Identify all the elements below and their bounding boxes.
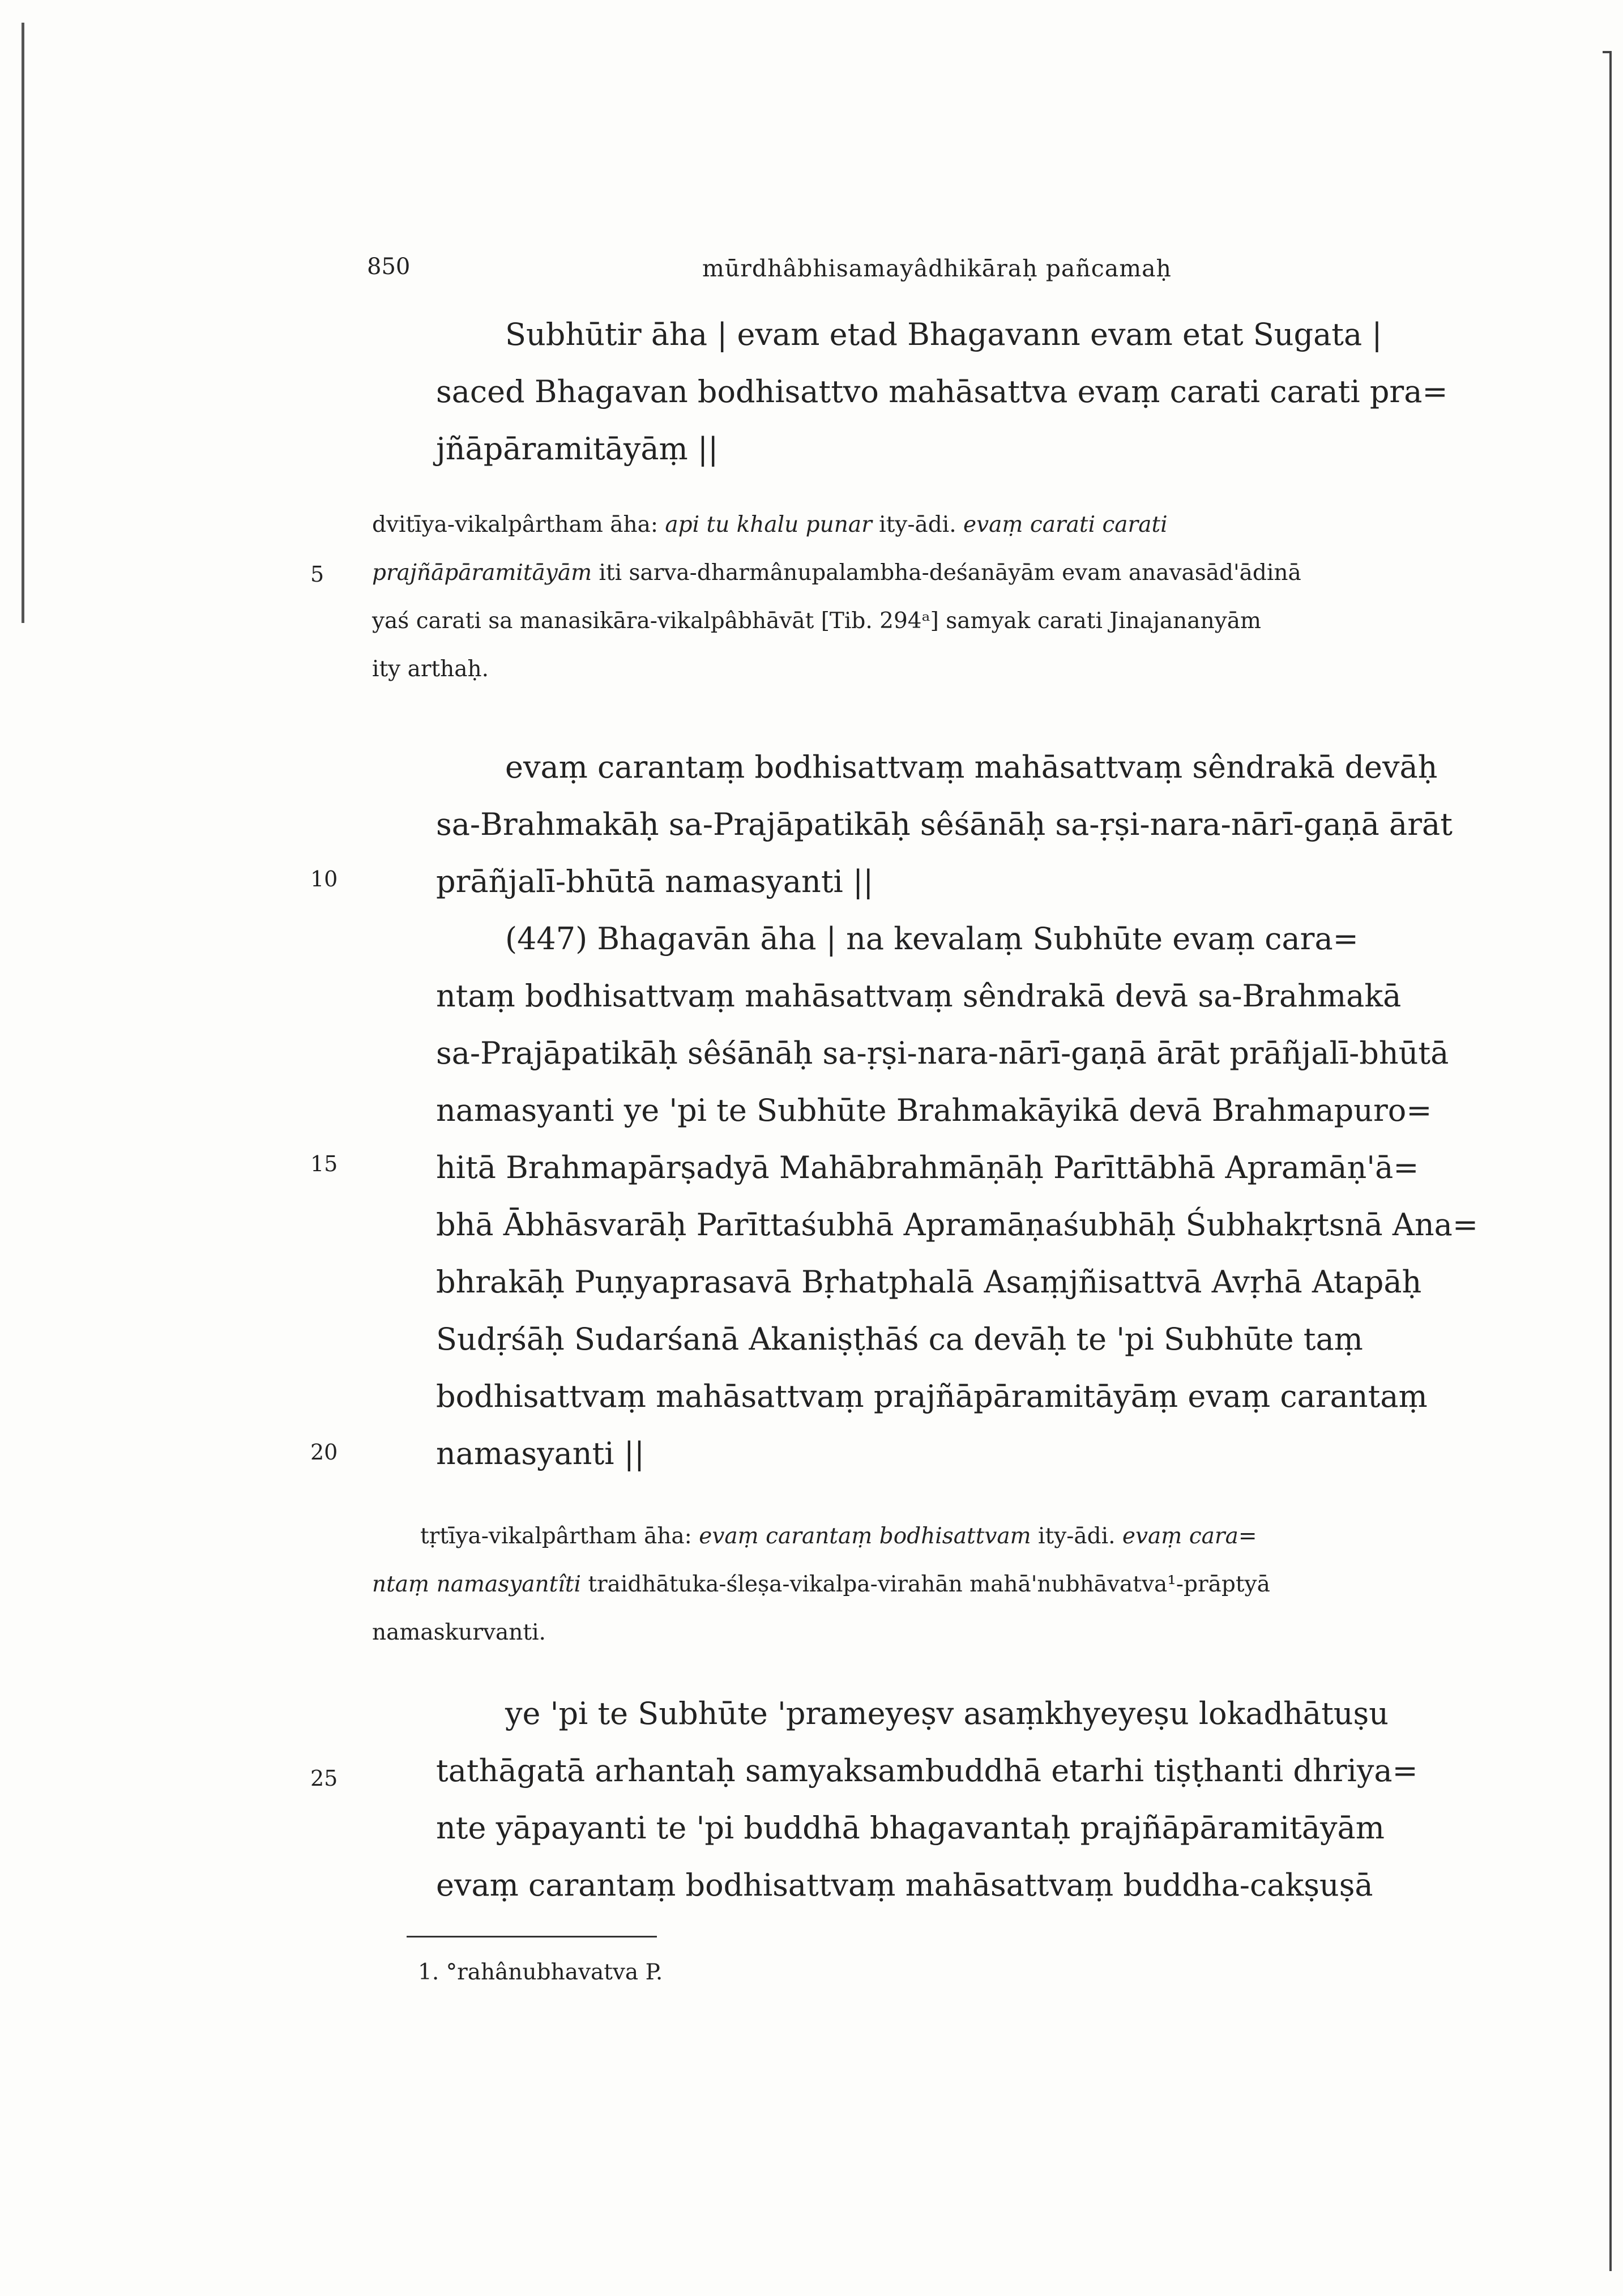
paragraph-subhuti-aha <box>436 306 1448 477</box>
line-number: 25 <box>310 1766 338 1791</box>
commentary-trtiya <box>372 1512 1476 1657</box>
text-line: sa-Prajāpatikāḥ sêśānāḥ sa-ṛṣi-nara-nārī-gaṇā ārāt prāñjalī-bhūtā <box>436 1035 1449 1071</box>
text-line: bodhisattvaṃ mahāsattvaṃ prajñāpāramitāyāṃ evaṃ carantaṃ <box>436 1379 1428 1414</box>
commentary-line: yaś carati sa manasikāra-vikalpâbhāvāt [Tib. 294ᵃ] samyak carati Jinajananyām <box>372 608 1261 634</box>
text-line: namasyanti ye 'pi te Subhūte Brahmakāyikā devā Brahmapuro= <box>436 1092 1432 1128</box>
line-number: 10 <box>310 867 338 891</box>
text-line: namasyanti || <box>436 1436 645 1471</box>
text-line: tathāgatā arhantaḥ samyaksambuddhā etarhi tiṣṭhanti dhriya= <box>436 1753 1418 1789</box>
text-line: jñāpāramitāyāṃ || <box>436 431 719 467</box>
text-line: bhā Ābhāsvarāḥ Parīttaśubhā Apramāṇaśubhāḥ Śubhakṛtsnā Ana= <box>436 1207 1479 1243</box>
commentary-line: tṛtīya-vikalpârtham āha: evaṃ carantaṃ bodhisattvam ity-ādi. evaṃ cara= <box>420 1523 1257 1549</box>
text-line: ntaṃ bodhisattvaṃ mahāsattvaṃ sêndrakā devā sa-Brahmakā <box>436 978 1402 1014</box>
text-line: Sudṛśāḥ Sudarśanā Akaniṣṭhāś ca devāḥ te 'pi Subhūte taṃ <box>436 1321 1363 1357</box>
commentary-line: dvitīya-vikalpârtham āha: api tu khalu punar ity-ādi. evaṃ carati carati <box>372 512 1168 537</box>
scan-right-edge-tick <box>1603 51 1612 53</box>
scan-left-edge <box>22 23 24 623</box>
footnote: 1. °rahânubhavatva P. <box>418 1960 663 1985</box>
commentary-line: ntaṃ namasyantîti traidhātuka-śleṣa-vikalpa-virahān mahā'nubhāvatva¹-prāptyā <box>372 1572 1270 1597</box>
text-line: (447) Bhagavān āha | na kevalaṃ Subhūte evaṃ cara= <box>505 921 1359 957</box>
commentary-line: namaskurvanti. <box>372 1620 546 1645</box>
commentary-line: prajñāpāramitāyām iti sarva-dharmânupalambha-deśanāyām evam anavasād'ādinā <box>372 560 1301 586</box>
paragraph-ye-pi-te <box>436 1685 1418 1914</box>
line-number: 20 <box>310 1440 338 1465</box>
text-line: nte yāpayanti te 'pi buddhā bhagavantaḥ prajñāpāramitāyām <box>436 1810 1385 1846</box>
text-line: bhrakāḥ Puṇyaprasavā Bṛhatphalā Asaṃjñisattvā Avṛhā Atapāḥ <box>436 1264 1422 1300</box>
text-line: Subhūtir āha | evam etad Bhagavann evam etat Sugata | <box>505 317 1382 352</box>
commentary-dvitiya <box>372 501 1476 693</box>
text-line: saced Bhagavan bodhisattvo mahāsattva evaṃ carati carati pra= <box>436 374 1448 409</box>
scan-right-edge <box>1609 51 1612 2271</box>
paragraph-evam-carantam <box>436 739 1453 910</box>
line-number: 5 <box>310 562 324 587</box>
text-line: ye 'pi te Subhūte 'prameyeṣv asaṃkhyeyeṣu lokadhātuṣu <box>505 1696 1389 1731</box>
page-number: 850 <box>367 254 411 280</box>
line-number: 15 <box>310 1151 338 1176</box>
commentary-line: ity arthaḥ. <box>372 656 489 682</box>
text-line: prāñjalī-bhūtā namasyanti || <box>436 864 874 899</box>
paragraph-bhagavan-aha <box>436 910 1479 1482</box>
footnote-rule <box>407 1936 657 1937</box>
text-line: hitā Brahmapārṣadyā Mahābrahmāṇāḥ Parīttābhā Apramāṇ'ā= <box>436 1150 1419 1185</box>
text-line: sa-Brahmakāḥ sa-Prajāpatikāḥ sêśānāḥ sa-ṛṣi-nara-nārī-gaṇā ārāt <box>436 806 1453 842</box>
running-head: mūrdhâbhisamayâdhikāraḥ pañcamaḥ <box>702 255 1172 282</box>
text-line: evaṃ carantaṃ bodhisattvaṃ mahāsattvaṃ buddha-cakṣuṣā <box>436 1867 1373 1903</box>
text-line: evaṃ carantaṃ bodhisattvaṃ mahāsattvaṃ sêndrakā devāḥ <box>505 749 1438 785</box>
